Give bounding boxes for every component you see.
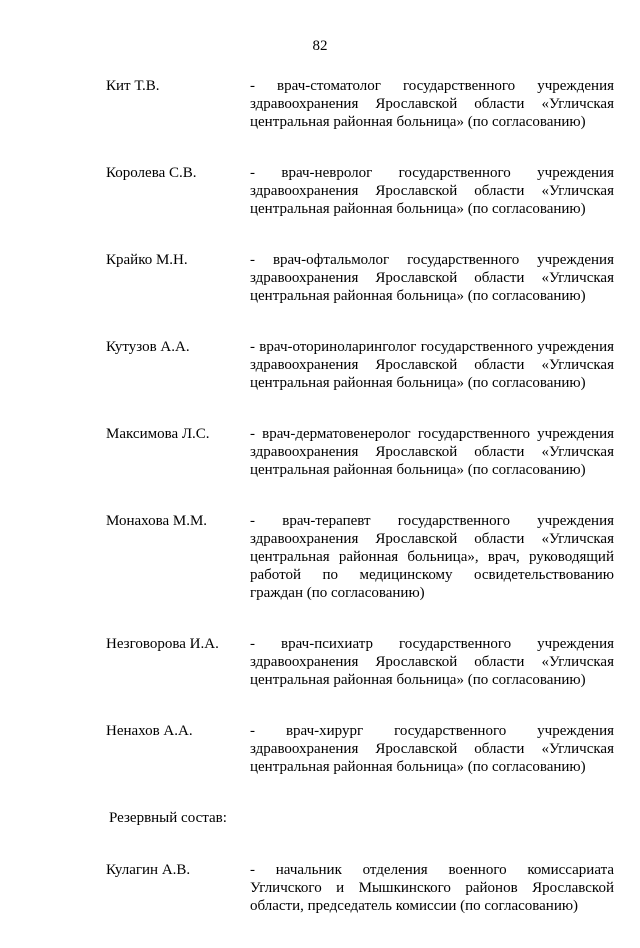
member-position: - врач-психиатр государственного учреждения здравоохранения Ярославской области «Угличская центральная районная больница» (по согласованию) [250,636,614,688]
page-number: 82 [312,38,328,54]
member-name: Кулагин А.В. [106,862,191,878]
list-item [106,425,614,479]
commission-list [106,77,614,948]
member-name: Ненахов А.А. [106,723,193,739]
reserve-section-heading: Резервный состав: [109,810,227,826]
member-name: Максимова Л.С. [106,426,210,442]
member-name: Кит Т.В. [106,78,160,94]
member-position: - врач-дерматовенеролог государственного учреждения здравоохранения Ярославской области «Угличская центральная районная больница» (по согласованию) [250,426,614,478]
member-name: Кутузов А.А. [106,339,190,355]
list-item [106,164,614,218]
member-position: - начальник отделения военного комиссариата Угличского и Мышкинского районов Ярославской области, председатель комиссии (по согласованию) [250,862,614,914]
member-name: Королева С.В. [106,165,197,181]
list-item [106,338,614,392]
member-position: - врач-терапевт государственного учреждения здравоохранения Ярославской области «Угличская центральная районная больница», врач, руководящий работой по медицинскому освидетельствованию граждан (по согласованию) [250,513,614,601]
member-name: Незговорова И.А. [106,636,219,652]
member-position: - врач-стоматолог государственного учреждения здравоохранения Ярославской области «Угличская центральная районная больница» (по согласованию) [250,78,614,130]
list-item [106,861,614,915]
list-item [106,635,614,689]
list-item [106,251,614,305]
member-name: Монахова М.М. [106,513,208,529]
member-position: - врач-офтальмолог государственного учреждения здравоохранения Ярославской области «Угличская центральная районная больница» (по согласованию) [250,252,614,304]
member-position: - врач-хирург государственного учреждения здравоохранения Ярославской области «Угличская центральная районная больница» (по согласованию) [250,723,614,775]
member-position: - врач-оториноларинголог государственного учреждения здравоохранения Ярославской области «Угличская центральная районная больница» (по согласованию) [250,339,614,391]
list-item [106,722,614,776]
member-name: Крайко М.Н. [106,252,188,268]
list-item [106,77,614,131]
list-item [106,512,614,602]
member-position: - врач-невролог государственного учреждения здравоохранения Ярославской области «Угличская центральная районная больница» (по согласованию) [250,165,614,217]
